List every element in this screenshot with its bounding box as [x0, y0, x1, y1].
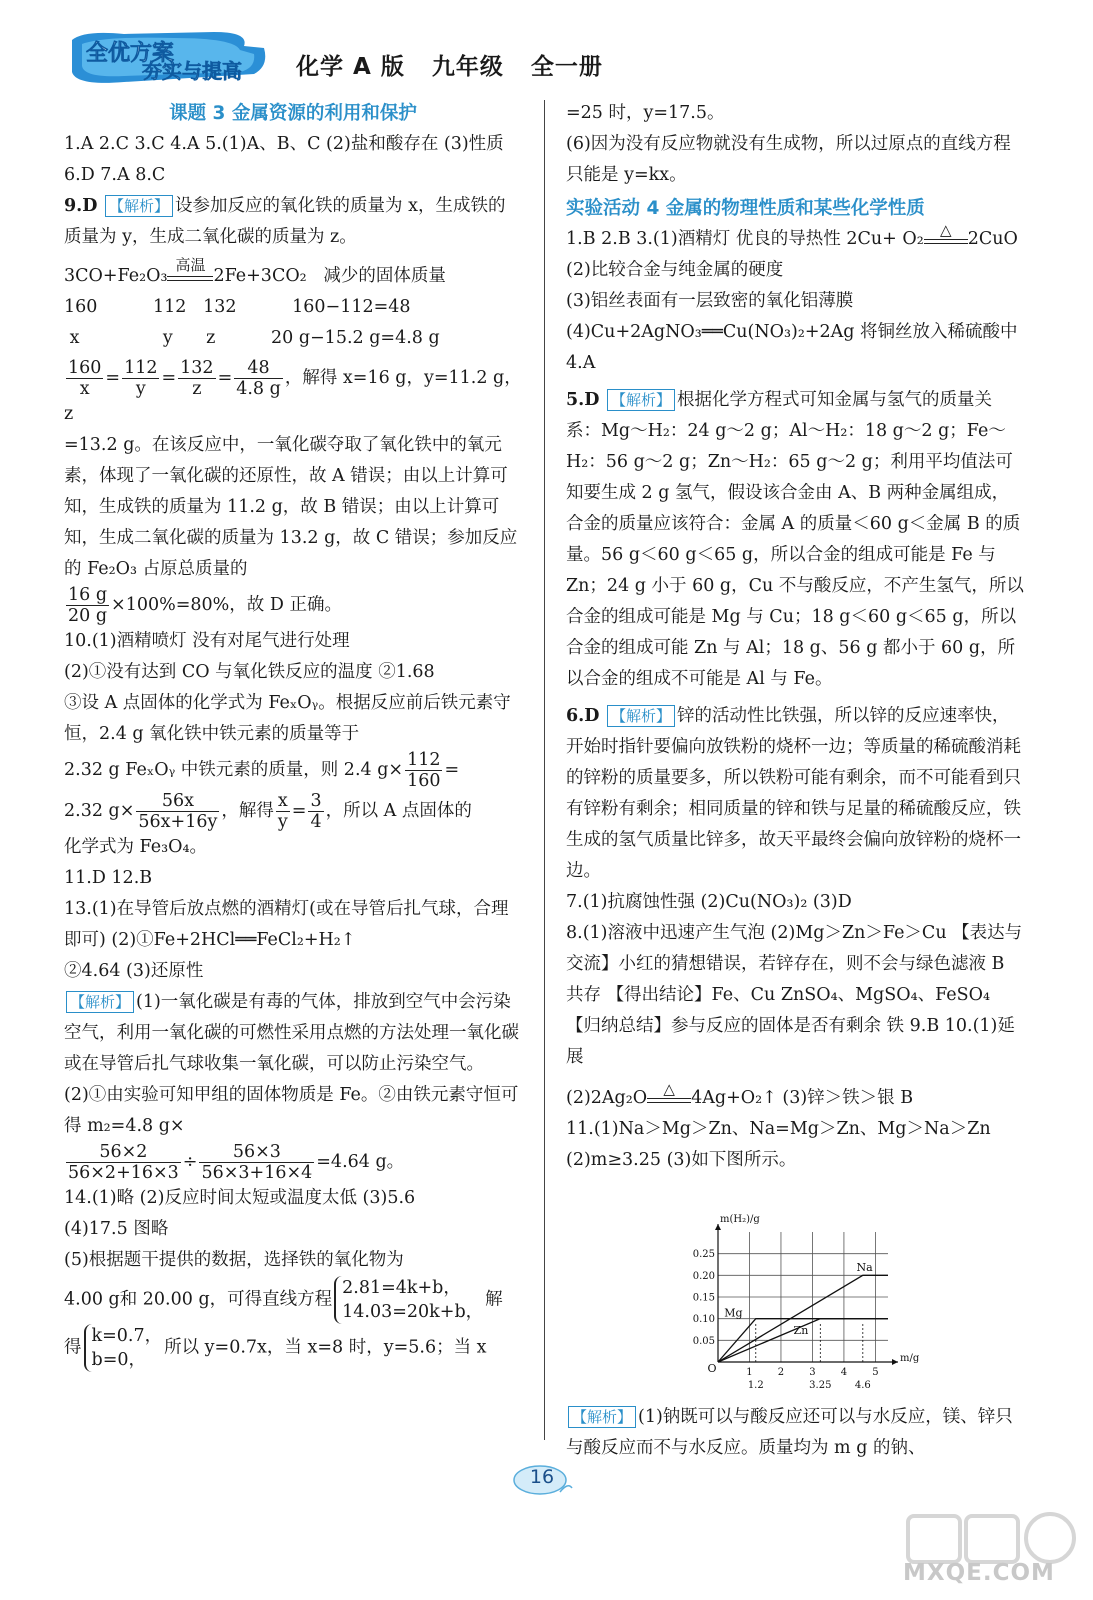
q9-text: 设参加反应的氧化铁的质量为 x，生成铁的质量为 y，生成二氧化碳的质量为 z。 — [64, 196, 506, 247]
eq-right: 2Fe+3CO₂ — [213, 266, 307, 286]
x-mark-label: 4.6 — [854, 1380, 871, 1390]
right-q7: 7.(1)抗腐蚀性强 (2)Cu(NO₃)₂ (3)D — [566, 892, 852, 912]
right-q1-3: 1.B 2.B 3.(1)酒精灯 优良的导热性 2Cu+ O₂ △ 2CuO (2)比较合金与纯金属的硬度 — [566, 224, 1024, 286]
q9-end: $\frac{16 g}{20 g}$ ×100%=80%，故 D 正确。 — [68, 585, 342, 626]
chart-labels — [693, 1214, 920, 1390]
answer-10-6: 化学式为 Fe₃O₄。 — [64, 837, 207, 857]
chart-axes — [715, 1224, 898, 1365]
column-divider — [544, 100, 545, 1440]
q9-head: 9.D — [64, 196, 98, 216]
answer-10-1: 10.(1)酒精喷灯 没有对尾气进行处理 — [64, 631, 350, 651]
answers-1-8: 1.A 2.C 3.C 4.A 5.(1)A、B、C (2)盐和酸存在 (3)性质 6.D 7.A 8.C — [64, 134, 504, 185]
chart-grid — [718, 1232, 888, 1362]
x-axis-arrow — [892, 1359, 898, 1365]
x-tick-label: 1 — [746, 1367, 753, 1378]
x-mark-label: 1.2 — [747, 1380, 764, 1390]
answer-13-calc: $\frac{56\times 2}{56\times 2+16\times 3}$ ÷ $\frac{56\times 3}{56\times 3+16\times 4}$ =4.64 g。 — [68, 1142, 405, 1183]
y-tick-label: 0.15 — [692, 1292, 715, 1304]
right-q3-cont: (3)铝丝表面有一层致密的氧化铝薄膜 (4)Cu+2AgNO₃══Cu(NO₃)₂+2Ag 将铜丝放入稀硫酸中 4.A — [566, 291, 1018, 373]
solution-system: k=0.7， b=0， — [84, 1324, 163, 1372]
analysis-tag: 【解析】 — [568, 1406, 636, 1428]
logo-line1: 全优方案 — [86, 41, 175, 66]
heat-condition: △ — [939, 221, 952, 239]
y-tick-label: 0.20 — [692, 1270, 715, 1282]
equation-line — [64, 256, 522, 292]
right-q8: 8.(1)溶液中迅速产生气泡 (2)Mg＞Zn＞Fe＞Cu 【表达与交流】小红的猜想错误，若锌存在，则不会与绿色滤液 B 共存 【得出结论】Fe、Cu ZnSO₄、MgSO₄、FeSO₄ 【归纳总结】参与反应的固体是否有剩余 铁 9.B 10.(1)延展 — [566, 923, 1023, 1067]
y-tick-label: 0.10 — [692, 1314, 715, 1326]
answer-10-2: (2)①没有达到 CO 与氧化铁反应的温度 ②1.68 — [64, 662, 435, 682]
heat-condition: △ — [663, 1080, 675, 1098]
x-axis-label: m/g — [900, 1353, 920, 1364]
analysis-tag: 【解析】 — [66, 991, 134, 1013]
ratio-2: $\frac{112}{y}$ — [124, 358, 158, 399]
page-header — [64, 26, 1044, 90]
right-q11-2: (2)m≥3.25 (3)如下图所示。 — [566, 1150, 797, 1170]
ratio-line: $\frac{160}{x}$ = $\frac{112}{y}$ = $\frac{132}{z}$ = $\frac{48}{4.8 g}$ ，解得 x=16 g，y=11.2 g，z — [64, 358, 522, 424]
y-tick-label: 0.25 — [692, 1249, 715, 1261]
ratio-1: $\frac{160}{x}$ — [68, 358, 102, 399]
watermark-text: MXQE.COM — [903, 1560, 1055, 1586]
series-label-mg: Mg — [724, 1306, 743, 1320]
ratio-4: $\frac{48}{4.8 g}$ — [236, 358, 281, 399]
analysis-tag: 【解析】 — [607, 705, 675, 727]
answer-14-3: (5)根据题干提供的数据，选择铁的氧化物为 — [64, 1250, 404, 1270]
y-tick-label: 0.05 — [692, 1335, 715, 1347]
origin-label: O — [707, 1362, 717, 1375]
answer-10-4: 2.32 g FeₓOᵧ 中铁元素的质量，则 2.4 g× $\frac{112}{160}$ = — [64, 750, 460, 791]
right-column — [566, 98, 1024, 1176]
eq-row3: x y z 20 g−15.2 g=4.8 g — [64, 328, 440, 348]
right-q11-exp-block — [566, 1402, 1024, 1464]
ratio-3: $\frac{132}{z}$ — [180, 358, 214, 399]
answer-9 — [64, 191, 522, 253]
x-mark-label: 3.25 — [809, 1380, 832, 1390]
eq-row2: 160 112 132 160−112=48 — [64, 297, 411, 317]
q9-fraction: $\frac{16 g}{20 g}$ — [68, 585, 108, 626]
eq-condition: 高温 — [175, 256, 206, 274]
right-top-1: =25 时，y=17.5。 — [566, 103, 725, 123]
right-q5: 5.D 【解析】 根据化学方程式可知金属与氢气的质量关系：Mg～H₂：24 g～2 g；Al～H₂：18 g～2 g；Fe～H₂：56 g～2 g；Zn～H₂：65 g～2 g；利用平均值法可知要生成 2 g 氢气，假设该合金由 A、B 两种金属组成，合金的质量应该符合：金属 A 的质量＜60 g＜金属 B 的质量。56 g＜60 g＜65 g，所以合金的组成可能是 Fe 与 Zn；24 g 小于 60 g，Cu 不与酸反应，不产生氢气，所以合金的组成可能是 Mg 与 Cu；18 g＜60 g＜65 g，所以合金的组成可能 Zn 与 Al；18 g、56 g 都小于 60 g，所以合金的组成不可能是 Al 与 Fe。 — [566, 390, 1024, 689]
right-q6: 6.D 【解析】 锌的活动性比铁强，所以锌的反应速率快，开始时指针要偏向放铁粉的烧杯一边；等质量的稀硫酸消耗的锌粉的质量要多，所以铁粉可能有剩余，而不可能看到只有锌粉有剩余；相同质量的锌和铁与足量的稀硫酸反应，铁生成的氢气质量比锌多，故天平最终会偏向放锌粉的烧杯一边。 — [566, 706, 1021, 881]
answer-14-5: 得 k=0.7， b=0， 所以 y=0.7x，当 x=8 时，y=5.6；当 x — [64, 1326, 487, 1370]
answer-10-5: 2.32 g× $\frac{56x}{56x+16y}$ ，解得 $\frac{x}{y}$ = $\frac{3}{4}$ ，所以 A 点固体的 — [64, 791, 472, 832]
analysis-tag: 【解析】 — [105, 195, 173, 217]
answer-14-2: (4)17.5 图略 — [64, 1219, 169, 1239]
section-title-right: 实验活动 4 金属的物理性质和某些化学性质 — [566, 198, 925, 219]
analysis-tag: 【解析】 — [607, 389, 675, 411]
x-tick-label: 4 — [840, 1367, 848, 1378]
right-top-2: (6)因为没有反应物就没有生成物，所以过原点的直线方程只能是 y=kx。 — [566, 134, 1011, 185]
eq-left: 3CO+Fe₂O₃ — [64, 266, 168, 286]
page-number: 16 — [529, 1466, 555, 1488]
answers-11-12: 11.D 12.B — [64, 868, 153, 888]
book-title: 化学 A 版 九年级 全一册 — [296, 54, 603, 80]
x-tick-label: 5 — [872, 1367, 879, 1378]
answer-14-4: 4.00 g和 20.00 g，可得直线方程 2.81=4k+b， 14.03=20k+b， 解 — [64, 1278, 503, 1322]
answer-13-1: 13.(1)在导管后放点燃的酒精灯(或在导管后扎气球，合理即可) (2)①Fe+2HCl══FeCl₂+H₂↑ — [64, 899, 509, 950]
ratio-tail: ，解得 x=16 g，y=11.2 g，z — [64, 368, 522, 424]
x-tick-label: 2 — [777, 1367, 785, 1378]
right-q11-1: 11.(1)Na＞Mg＞Zn、Na=Mg＞Zn、Mg＞Na＞Zn — [566, 1119, 991, 1139]
eq-note: 减少的固体质量 — [323, 266, 446, 286]
answer-13-2: ②4.64 (3)还原性 — [64, 961, 204, 981]
page-number-badge — [510, 1462, 574, 1498]
answer-13-exp: 【解析】 (1)一氧化碳是有毒的气体，排放到空气中会污染空气，利用一氧化碳的可燃性采用点燃的方法处理一氧化碳或在导管后扎气球收集一氧化碳，可以防止污染空气。(2)①由实验可知甲组的固体物质是 Fe。②由铁元素守恒可得 m₂=4.8 g× — [64, 992, 519, 1136]
q9-body: =13.2 g。在该反应中，一氧化碳夺取了氧化铁中的氧元素，体现了一氧化碳的还原性，故 A 错误；由以上计算可知，生成铁的质量为 11.2 g，故 B 错误；由以上计算可知，生成二氧化碳的质量为 13.2 g，故 C 错误；参加反应的 Fe₂O₃ 占原总质量的 — [64, 435, 518, 579]
brand-logo — [64, 26, 269, 88]
series-label-na: Na — [856, 1261, 873, 1274]
right-q11-exp: 【解析】 (1)钠既可以与酸反应还可以与水反应，镁、锌只与酸反应而不与水反应。质量均为 m g 的钠、 — [566, 1407, 1013, 1458]
answer-10-3: ③设 A 点固体的化学式为 FeₓOᵧ。根据反应前后铁元素守恒，2.4 g 氧化铁中铁元素的质量等于 — [64, 693, 511, 744]
right-q10: (2)2Ag₂O △ 4Ag+O₂↑ (3)锌＞铁＞银 B — [566, 1083, 1024, 1114]
logo-line2: 夯实与提高 — [142, 59, 242, 83]
answer-14-1: 14.(1)略 (2)反应时间太短或温度太低 (3)5.6 — [64, 1188, 416, 1208]
hydrogen-mass-chart — [680, 1212, 930, 1390]
equation-system: 2.81=4k+b， 14.03=20k+b， — [334, 1276, 483, 1324]
series-label-zn: Zn — [793, 1323, 809, 1337]
x-tick-label: 3 — [809, 1367, 816, 1378]
left-column — [64, 98, 522, 1372]
section-title-left: 课题 3 金属资源的利用和保护 — [169, 103, 417, 124]
y-axis-label: m(H₂)/g — [720, 1214, 760, 1225]
